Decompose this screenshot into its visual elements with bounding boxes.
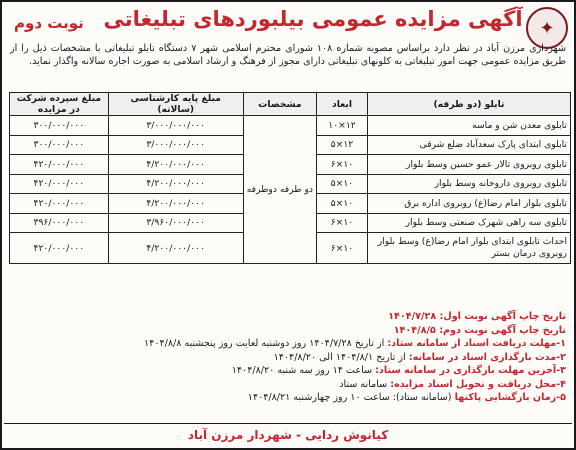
board-dimensions: ۱۰×۵ (317, 194, 368, 214)
board-base-price: ۳/۰۰۰/۰۰۰/۰۰۰ (108, 135, 243, 155)
schedule-label: ۴-محل دریافت و تحویل اسناد مزایده: (390, 378, 566, 390)
board-base-price: ۴/۲۰۰/۰۰۰/۰۰۰ (108, 174, 243, 194)
table-row (10, 116, 571, 136)
board-name: احداث تابلوی ابتدای بلوار امام رضا(ع) وسط بلوار روبروی درمان بستر (368, 233, 571, 264)
board-dimensions: ۱۰×۶ (317, 213, 368, 233)
schedule-item (10, 378, 566, 392)
col-header-deposit: مبلغ سپرده شرکت در مزایده (10, 93, 109, 116)
billboard-table (9, 92, 571, 264)
board-deposit: ۴۲۰/۰۰۰/۰۰۰ (10, 194, 109, 214)
board-dimensions: ۱۲×۱۰ (317, 116, 368, 136)
notice-title: آگهی مزایده عمومی بیلبوردهای تبلیغاتی (103, 7, 523, 31)
second-print-date: تاریخ چاپ آگهی نوبت دوم: ۱۴۰۴/۸/۵ (393, 324, 566, 336)
schedule-value: ساعت ۱۴ روز سه شنبه ۱۴۰۴/۸/۲۰ (231, 365, 373, 376)
schedule-value: (سامانه ستاد): ساعت ۱۰ روز چهارشنبه ۱۴۰۴/۸/۲۱ (247, 392, 452, 403)
schedule-label: ۵-زمان بازگشایی پاکتها (454, 392, 566, 403)
schedule-value: سامانه ستاد (339, 378, 388, 390)
table-header-row (10, 93, 571, 116)
signature-footer: کیانوش ردایی - شهردار مرزن آباد (4, 423, 572, 446)
schedule-item (10, 391, 566, 405)
board-spec: دو طرفه دوطرفه (243, 116, 316, 264)
schedule-label: ۳-آخرین مهلت بارگذاری در سامانه ستاد: (375, 365, 566, 376)
board-name: تابلوی بلوار امام رضا(ع) روبروی اداره برق (368, 194, 571, 214)
first-print-date: تاریخ چاپ آگهی نوبت اول: ۱۴۰۴/۷/۲۸ (388, 311, 566, 322)
municipality-emblem-icon: ✦ (526, 7, 568, 49)
round-label: نوبت دوم (14, 14, 84, 32)
col-header-base-price: مبلغ پایه کارشناسی (سالانه) (108, 93, 243, 116)
schedule-item (10, 351, 566, 365)
board-dimensions: ۱۰×۶ (317, 233, 368, 264)
board-base-price: ۳/۹۶۰/۰۰۰/۰۰۰ (108, 213, 243, 233)
board-base-price: ۳/۰۰۰/۰۰۰/۰۰۰ (108, 116, 243, 136)
board-base-price: ۴/۲۰۰/۰۰۰/۰۰۰ (108, 194, 243, 214)
board-dimensions: ۱۰×۵ (317, 174, 368, 194)
schedule-value: از تاریخ ۱۴۰۴/۸/۱ الی ۱۴۰۴/۸/۲۰ (273, 351, 406, 363)
board-name: تابلوی معدن شن و ماسه (368, 116, 571, 136)
schedule-section (10, 310, 566, 405)
board-deposit: ۳۰۰/۰۰۰/۰۰۰ (10, 116, 109, 136)
board-deposit: ۴۲۰/۰۰۰/۰۰۰ (10, 155, 109, 175)
col-header-spec: مشخصات (243, 93, 316, 116)
col-header-board: تابلو (دو طرفه) (368, 93, 571, 116)
schedule-value: از تاریخ ۱۴۰۴/۷/۲۸ روز دوشنبه لغایت روز پنجشنبه ۱۴۰۴/۸/۸ (144, 338, 385, 349)
board-name: تابلوی ابتدای پارک سعدآباد ضلع شرقی (368, 135, 571, 155)
board-name: تابلوی روبروی داروخانه وسط بلوار (368, 174, 571, 194)
board-deposit: ۳۹۶/۰۰۰/۰۰۰ (10, 213, 109, 233)
schedule-label: ۲-مدت بارگذاری اسناد در سامانه: (408, 351, 566, 363)
schedule-label: ۱-مهلت دریافت اسناد از سامانه ستاد: (387, 338, 566, 349)
schedule-item (10, 337, 566, 351)
board-name: تابلوی روبروی تالار عمو حسین وسط بلوار (368, 155, 571, 175)
col-header-dimensions: ابعاد (317, 93, 368, 116)
board-deposit: ۴۲۰/۰۰۰/۰۰۰ (10, 174, 109, 194)
board-base-price: ۴/۲۰۰/۰۰۰/۰۰۰ (108, 233, 243, 264)
board-deposit: ۳۰۰/۰۰۰/۰۰۰ (10, 135, 109, 155)
board-name: تابلوی سه راهی شهرک صنعتی وسط بلوار (368, 213, 571, 233)
intro-paragraph: شهرداری مرزن آباد در نظر دارد براساس مصوبه شماره ۱۰۸ شورای محترم اسلامی شهر ۷ دستگاه تابلو تبلیغاتی با مشخصات ذیل را از طریق مزایده عمومی جهت امور تبلیغاتی به کلونهای تبلیغاتی دارای مجوز از فرهنگ و ارشاد اسلامی به صورت اجاره سالانه واگذار نماید. (10, 43, 567, 67)
board-dimensions: ۱۲×۵ (317, 135, 368, 155)
board-deposit: ۴۲۰/۰۰۰/۰۰۰ (10, 233, 109, 264)
schedule-item (10, 364, 566, 378)
board-dimensions: ۱۰×۶ (317, 155, 368, 175)
board-base-price: ۴/۲۰۰/۰۰۰/۰۰۰ (108, 155, 243, 175)
